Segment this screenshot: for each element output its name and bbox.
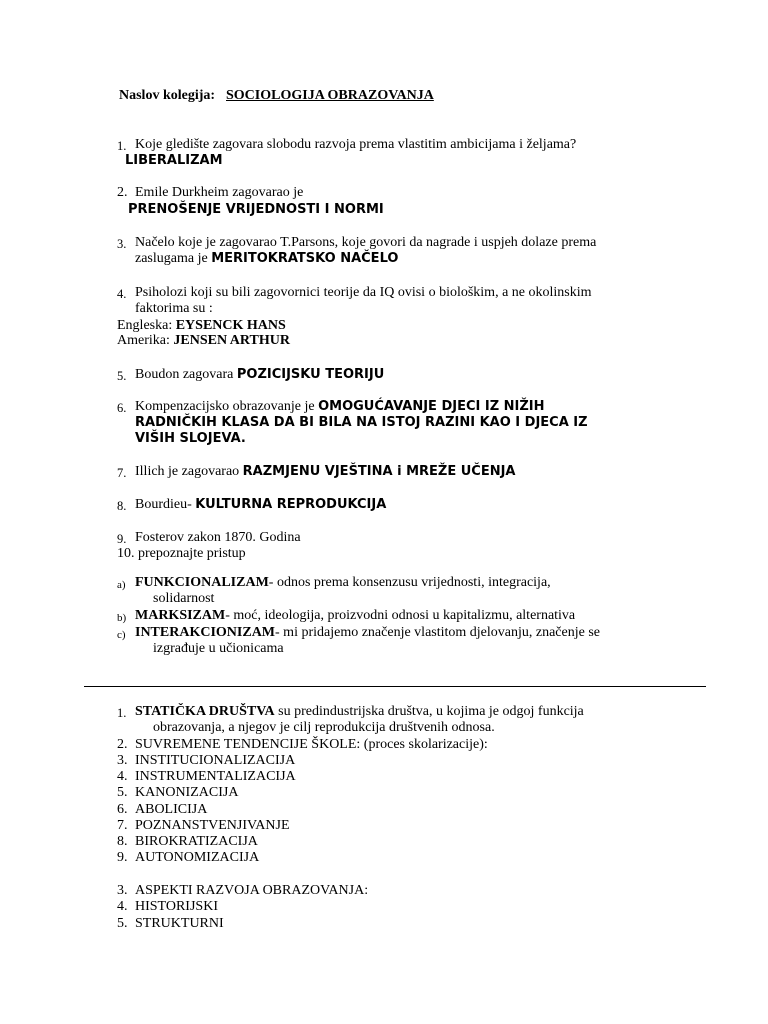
list-number: 2. [117, 737, 128, 752]
question-number: 7. [117, 466, 127, 480]
list-item: izgrađuje u učionicama [153, 641, 284, 656]
list-number: 4. [117, 899, 128, 914]
list-marker: a) [117, 579, 126, 591]
question-text: Kompenzacijsko obrazovanje je OMOGUĆAVANJE DJECI IZ NIŽIH [135, 399, 545, 414]
list-item: INSTITUCIONALIZACIJA [135, 753, 296, 768]
question-number: 3. [117, 237, 127, 251]
list-number: 7. [117, 818, 128, 833]
list-number: 3. [117, 753, 128, 768]
list-item: INTERAKCIONIZAM- mi pridajemo značenje vlastitom djelovanju, značenje se [135, 625, 601, 640]
question-number: 8. [117, 499, 127, 513]
horizontal-divider [84, 686, 706, 687]
course-title: SOCIOLOGIJA OBRAZOVANJA [226, 88, 434, 103]
question-text: 10. prepoznajte pristup [117, 546, 246, 561]
answer: MERITOKRATSKO NAČELO [211, 251, 399, 266]
question-text: Illich je zagovarao RAZMJENU VJEŠTINA i MREŽE UČENJA [135, 464, 516, 479]
question-number: 2. [117, 185, 128, 200]
list-marker: b) [117, 612, 127, 624]
list-item: obrazovanja, a njegov je cilj reprodukcija društvenih odnosa. [153, 720, 495, 735]
answer: PRENOŠENJE VRIJEDNOSTI I NORMI [128, 202, 384, 217]
list-item: INSTRUMENTALIZACIJA [135, 769, 296, 784]
question-text: Boudon zagovara POZICIJSKU TEORIJU [135, 367, 385, 382]
list-item: STRUKTURNI [135, 916, 224, 931]
list-item: AUTONOMIZACIJA [135, 850, 260, 865]
list-number: 5. [117, 785, 128, 800]
question-number: 9. [117, 532, 127, 546]
question-text: faktorima su : [135, 301, 213, 316]
list-item: POZNANSTVENJIVANJE [135, 818, 290, 833]
answer: RADNIČKIH KLASA DA BI BILA NA ISTOJ RAZINI KAO I DJECA IZ [135, 415, 588, 430]
list-number: 9. [117, 850, 128, 865]
list-item: FUNKCIONALIZAM- odnos prema konsenzusu vrijednosti, integracija, [135, 575, 551, 590]
question-text: Koje gledište zagovara slobodu razvoja prema vlastitim ambicijama i željama? [135, 137, 577, 152]
question-text: Fosterov zakon 1870. Godina [135, 530, 301, 545]
answer: LIBERALIZAM [125, 153, 223, 168]
list-number: 8. [117, 834, 128, 849]
question-text: Psiholozi koji su bili zagovornici teorije da IQ ovisi o biološkim, a ne okolinskim [135, 285, 592, 300]
list-item: ABOLICIJA [135, 802, 208, 817]
question-text: Načelo koje je zagovarao T.Parsons, koje govori da nagrade i uspjeh dolaze prema [135, 235, 597, 250]
question-text: zaslugama je MERITOKRATSKO NAČELO [135, 251, 399, 266]
question-number: 5. [117, 369, 127, 383]
answer-england: Engleska: EYSENCK HANS [117, 318, 286, 333]
answer: OMOGUĆAVANJE DJECI IZ NIŽIH [318, 399, 545, 414]
question-number: 4. [117, 287, 127, 301]
list-marker: c) [117, 629, 126, 641]
list-number: 5. [117, 916, 128, 931]
answer: VIŠIH SLOJEVA. [135, 431, 246, 446]
list-item: BIROKRATIZACIJA [135, 834, 258, 849]
list-number: 3. [117, 883, 128, 898]
list-item: MARKSIZAM- moć, ideologija, proizvodni odnosi u kapitalizmu, alternativa [135, 608, 576, 623]
answer-america: Amerika: JENSEN ARTHUR [117, 333, 290, 348]
list-number: 6. [117, 802, 128, 817]
question-number: 6. [117, 401, 127, 415]
answer: RAZMJENU VJEŠTINA i MREŽE UČENJA [242, 464, 516, 479]
answer: POZICIJSKU TEORIJU [236, 367, 385, 382]
list-item: HISTORIJSKI [135, 899, 218, 914]
list-item: ASPEKTI RAZVOJA OBRAZOVANJA: [135, 883, 369, 898]
course-label: Naslov kolegija: [119, 88, 216, 103]
list-item: STATIČKA DRUŠTVA su predindustrijska društva, u kojima je odgoj funkcija [135, 704, 584, 719]
list-number: 1. [117, 706, 127, 720]
list-number: 4. [117, 769, 128, 784]
question-text: Emile Durkheim zagovarao je [135, 185, 304, 200]
question-text: Bourdieu- KULTURNA REPRODUKCIJA [135, 497, 387, 512]
question-number: 1. [117, 139, 127, 153]
list-item: KANONIZACIJA [135, 785, 239, 800]
answer: KULTURNA REPRODUKCIJA [195, 497, 387, 512]
list-item: SUVREMENE TENDENCIJE ŠKOLE: (proces skolarizacije): [135, 737, 488, 752]
list-item: solidarnost [153, 591, 215, 606]
